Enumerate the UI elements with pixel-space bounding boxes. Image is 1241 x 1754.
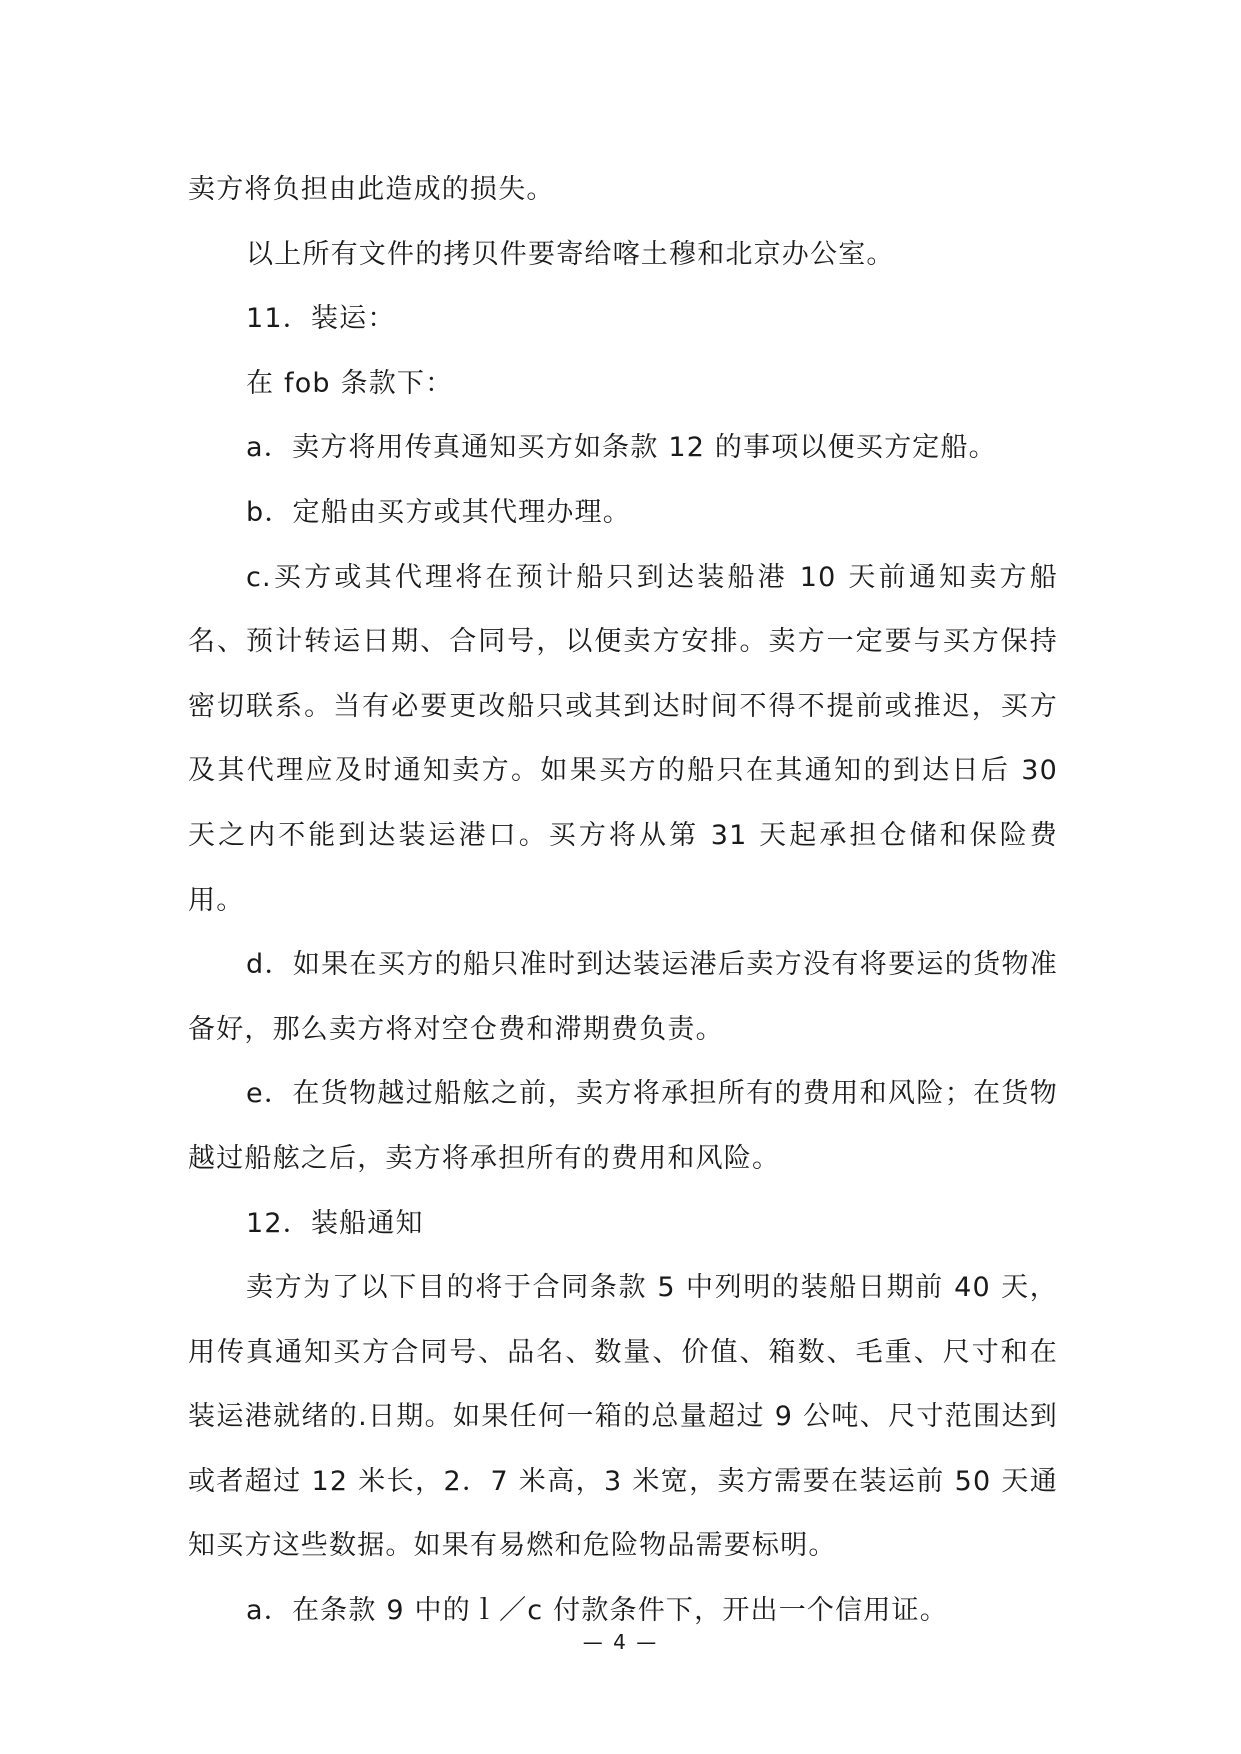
section-heading: 12．装船通知 bbox=[246, 1207, 424, 1239]
list-item: a．卖方将用传真通知买方如条款 12 的事项以便买方定船。 bbox=[246, 432, 997, 464]
paragraph: 卖方将负担由此造成的损失。 bbox=[188, 174, 555, 205]
list-item: d．如果在买方的船只准时到达装运港后卖方没有将要运的货物准备好，那么卖方将对空仓费和滞期费负责。 bbox=[188, 949, 1058, 1045]
list-item: c.买方或其代理将在预计船只到达装船港 10 天前通知卖方船名、预计转运日期、合同号，以便卖方安排。卖方一定要与买方保持密切联系。当有必要更改船只或其到达时间不得不提前或推迟，买方及其代理应及时通知卖方。如果买方的船只在其通知的到达日后 30 天之内不能到达装运港口。买方将从第 31 天起承担仓储和保险费用。 bbox=[188, 561, 1058, 916]
list-item: a．在条款 9 中的ｌ／c 付款条件下，开出一个信用证。 bbox=[246, 1595, 948, 1627]
page-number: — 4 — bbox=[582, 1630, 659, 1654]
paragraph: 以上所有文件的拷贝件要寄给喀土穆和北京办公室。 bbox=[246, 238, 895, 270]
section-heading: 11．装运： bbox=[246, 303, 396, 335]
paragraph: 卖方为了以下目的将于合同条款 5 中列明的装船日期前 40 天，用传真通知买方合同号、品名、数量、价值、箱数、毛重、尺寸和在装运港就绪的.日期。如果任何一箱的总量超过 9 公吨、尺寸范围达到或者超过 12 米长，2．7 米高，3 米宽，卖方需要在装运前 50 天通知买方这些数据。如果有易燃和危险物品需要标明。 bbox=[188, 1272, 1058, 1562]
document-body bbox=[188, 158, 1058, 1644]
list-item: e．在货物越过船舷之前，卖方将承担所有的费用和风险；在货物越过船舷之后，卖方将承担所有的费用和风险。 bbox=[188, 1078, 1058, 1174]
paragraph: 在 fob 条款下： bbox=[246, 367, 454, 399]
list-item: b．定船由买方或其代理办理。 bbox=[246, 496, 631, 528]
